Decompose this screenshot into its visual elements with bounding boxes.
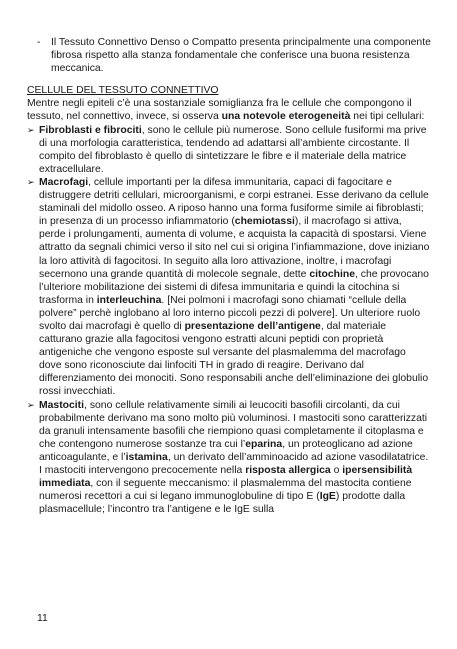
intro-paragraph: [27, 97, 431, 123]
term-description: , dal materiale catturano grazie alla fagocitosi vengono estratti alcuni peptidi con proprietà antigeniche che vengono esposte sul versante del plasmalemma del macrofago dove sono riconosciute dai linfociti TH in grado di reagire. Derivano dal differenziamento dei monociti. Sono responsabili anche dell’eliminazione dei globulio rossi invecchiati.: [39, 320, 429, 398]
term-bold: citochine: [309, 268, 355, 280]
section-heading: CELLULE DEL TESSUTO CONNETTIVO: [27, 85, 219, 97]
term-bold: istamina: [125, 451, 168, 463]
paragraph-bold: una notevole eterogeneità: [221, 111, 351, 123]
term-bold: Macrofagi: [39, 176, 89, 188]
arrow-bullet-icon: ➢: [27, 399, 35, 410]
item-text: [39, 399, 431, 517]
term-description: , che provocano l’ulteriore mobilitazione dei sistemi di difesa immunitaria e quindi la citochina si trasforma in: [39, 268, 429, 306]
item-text: [39, 176, 431, 399]
intro-list-item: [37, 36, 431, 75]
term-bold: risposta allergica: [245, 465, 331, 476]
term-description: ), il macrofago si attiva, perde i prolungamenti, aumenta di volume, e acquista la capacità di spostarsi. Viene attratto da segnali chimici verso il sito nel cui si origina l’infiammazione, dove iniziano la loro attività di fagocitosi. In seguito alla loro attivazione, inoltre, i macrofagi secernono una grande quantità di molecole segnale, dette: [39, 216, 430, 280]
term-bold: interleuchina: [96, 294, 162, 306]
intro-text: Il Tessuto Connettivo Denso o Compatto presenta principalmente una componente fibrosa rispetto alla stanza fondamentale che conferisce una buona resistenza meccanica.: [51, 37, 431, 75]
list-item-fibroblasti: [27, 124, 431, 176]
paragraph-text: Mentre negli epiteli c’è una sostanziale somiglianza fra le cellule che compongono il tessuto, nel connettivo, invece, si osserva: [27, 98, 412, 123]
arrow-bullet-icon: ➢: [27, 176, 35, 187]
term-bold: presentazione dell’antigene: [184, 320, 321, 332]
document-page: [27, 36, 431, 516]
term-bold: ipersensibilità immediata: [39, 465, 413, 490]
arrow-bullet-icon: ➢: [27, 124, 35, 135]
term-description: , sono cellule relativamente simili ai leucociti basofili circolanti, da cui probabilmente derivano ma sono molto più voluminosi. I mastociti sono caratterizzati da granuli intensamente basofili che riempiono quasi completamente il citoplasma e che contengono numerose sostanze tra cui l’: [39, 399, 428, 450]
term-description: , un derivato dell’amminoacido ad azione vasodilatatrice. I mastociti intervengono precocemente nella: [39, 451, 429, 476]
term-bold: chemiotassi: [234, 216, 295, 228]
term-bold: Fibroblasti e fibrociti: [39, 124, 142, 136]
term-description: , cellule importanti per la difesa immunitaria, capaci di fagocitare e distruggere detriti cellulari, microorganismi, e corpi estranei. Esse derivano da cellule staminali del midollo osseo. A riposo hanno una forma fusiforme simile ai fibroblasti; in presenza di un processo infiammatorio (: [39, 176, 429, 228]
term-description: ) prodotte dalla plasmacellule; l’incontro tra l’antigene e le IgE sulla: [39, 491, 406, 516]
item-text: [39, 124, 431, 176]
term-description: , con il seguente meccanismo: il plasmalemma del mastocita contiene numerosi recettori a cui si legano immunoglobuline di tipo E (: [39, 478, 412, 503]
term-bold: IgE: [319, 491, 336, 503]
term-description: , sono le cellule più numerose. Sono cellule fusiformi ma prive di una morfologia caratteristica, tendendo ad adattarsi all’ambiente circostante. Il compito del fibroblasto è quello di sintetizzare le fibre e il materiale della matrice extracellulare.: [39, 124, 427, 175]
term-bold: Mastociti: [39, 399, 85, 411]
term-bold: eparina: [245, 438, 283, 450]
list-item-macrofagi: [27, 176, 431, 399]
term-description: o: [330, 465, 343, 476]
page-number: 11: [37, 613, 48, 624]
term-description: . [Nei polmoni i macrofagi sono chiamati “cellule della polvere” perchè inglobano al loro interno piccoli pezzi di polvere]. Un ulteriore ruolo svolto dai macrofagi è quello di: [39, 294, 421, 332]
term-description: , un proteoglicano ad azione anticoagulante, e l’: [39, 438, 413, 463]
paragraph-text: nei tipi cellulari:: [350, 111, 425, 123]
dash-marker: -: [37, 37, 41, 48]
list-item-mastociti: [27, 399, 431, 517]
